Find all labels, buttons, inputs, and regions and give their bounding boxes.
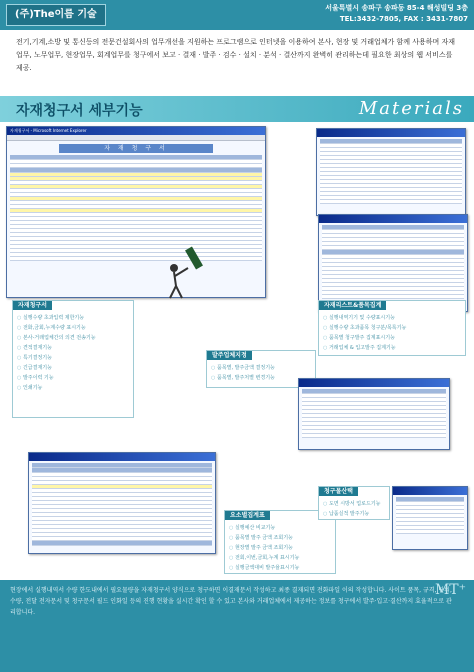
panel-request (12, 300, 134, 418)
window-menubar (7, 135, 265, 141)
panel-order-label: 발주업체지정 (207, 351, 252, 360)
list-item: ○ 도면 시방서 업로드기능 (323, 499, 380, 509)
panel-supplier (318, 486, 390, 520)
company-address: 서울특별시 송파구 송파동 85-4 해성빌딩 3층 (325, 4, 468, 12)
list-item: ○ 견적결재기능 (17, 343, 96, 353)
panel-summary-label: 요소별집계표 (225, 511, 270, 520)
section-title: 자재청구서 세부기능 (16, 103, 143, 119)
list-item: ○ 현장별 발주 금액 조회기능 (229, 543, 299, 553)
list-item: ○ 전회,이번,금회,누계 표시기능 (229, 553, 299, 563)
panel-request-list (17, 313, 96, 393)
list-item: ○ 품목별, 발주금액 결정기능 (211, 363, 275, 373)
panel-items-label: 자재리스트&품목집계 (319, 301, 386, 310)
intro-paragraph: 전기,기계,소방 및 통신등의 전문건설회사의 업무개선을 지원하는 프로그램으로 인터넷을 이용하여 본사, 현장 및 거래업체가 함께 사용하며 자재업무, 노무업무, 현장업무, 회계업무를 청구에서 보고 · 결재 · 발주 · 검수 · 설치 · 분석 · 결산까지 완벽히 관리하는데 필요한 최상의 웹 서비스를 제공. (16, 38, 456, 72)
footer-band (0, 580, 474, 672)
section-watermark: Materials (358, 98, 464, 119)
list-item: ○ 인쇄기능 (17, 383, 96, 393)
window-titlebar-3 (319, 215, 467, 223)
list-item: ○ 품목별, 발주처별 변경기능 (211, 373, 275, 383)
request-form-title: 자 재 청 구 서 (59, 144, 214, 153)
summary-window (28, 452, 216, 554)
section-header (0, 96, 474, 122)
footer-description: 현장에서 실행내역서 수량 한도내에서 필요물량을 자재청구서 양식으로 청구하면 이결재문서 작성하고 최종 결재되면 전화파일 이의 작성합니다. 사이트 품목, 규격, 단위, 수량, 전달 전자문서 및 청구문서 필드 인화일 등의 진행 현황을 실시간 확인 할 수 있고 본사와 거래업체에서 제공하는 정보를 청구에서 발주·입고·결산까지 효율적으로 관리합니다. (10, 587, 452, 616)
person-illustration-icon (166, 262, 206, 300)
list-item: ○ 긴급결재기능 (17, 363, 96, 373)
list-item: ○ 실행수량 초과입력 제한기능 (17, 313, 96, 323)
list-item: ○ 실행수량 초과품목 청구분/목록기능 (323, 323, 406, 333)
list-item: ○ 실행예산 비교기능 (229, 523, 299, 533)
list-item: ○ 실행금액대비 발주율표시기능 (229, 563, 299, 573)
list-item: ○ 본사-거래업체간의 의견 전송기능 (17, 333, 96, 343)
list-item: ○ 납품실적 발주기능 (323, 509, 380, 519)
panel-supplier-list (323, 499, 380, 519)
item-summary-window (318, 214, 468, 312)
panel-supplier-label: 청구물산택 (319, 487, 358, 496)
order-window (298, 378, 450, 450)
item-list-window (316, 128, 466, 216)
window-titlebar-6 (393, 487, 467, 495)
request-form-window (6, 126, 266, 298)
panel-order-list (211, 363, 275, 383)
top-banner (0, 0, 474, 30)
company-address-block (325, 3, 468, 25)
supplier-window (392, 486, 468, 550)
window-titlebar-2 (317, 129, 465, 137)
footer-logo: MT⁺ (434, 582, 466, 598)
list-item: ○ 발주이력 기능 (17, 373, 96, 383)
panel-summary-list (229, 523, 299, 573)
panel-items (318, 300, 466, 356)
request-form-table (10, 155, 262, 261)
company-contact: TEL:3432-7805, FAX : 3431-7807 (339, 15, 468, 23)
list-item: ○ 품목별 발주 금액 조회기능 (229, 533, 299, 543)
list-item: ○ 품목별 청구발주 집계표시기능 (323, 333, 406, 343)
window-titlebar-4 (299, 379, 449, 387)
company-brand: (주)The이름 기술 (6, 4, 106, 26)
panel-items-list (323, 313, 406, 353)
panel-request-label: 자재청구서 (13, 301, 52, 310)
list-item: ○ 전화,금회,누계수량 표시기능 (17, 323, 96, 333)
window-titlebar-5 (29, 453, 215, 461)
list-item: ○ 특기결정기능 (17, 353, 96, 363)
window-titlebar: 자재청구서 - Microsoft Internet Explorer (7, 127, 265, 135)
list-item: ○ 거래업체 & 입고발주 집계기능 (323, 343, 406, 353)
list-item: ○ 실행내역기기 및 수량표시기능 (323, 313, 406, 323)
